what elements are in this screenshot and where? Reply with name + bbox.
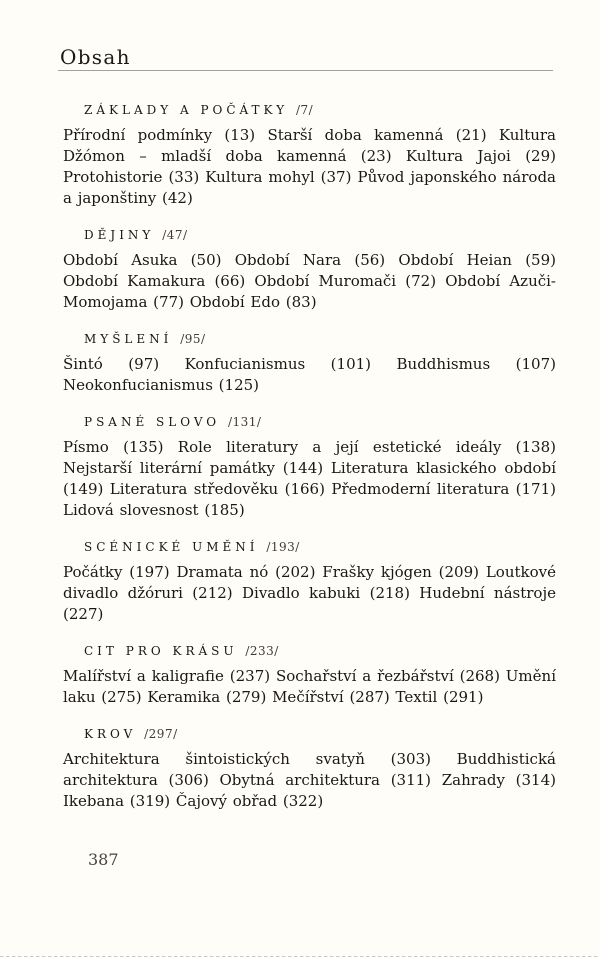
- section-entries: Malířství a kaligrafie (237) Sochařství a řezbářství (268) Umění laku (275) Keramika (279) Mečířství (287) Textil (291): [63, 667, 556, 706]
- section-title: KROV: [84, 727, 137, 741]
- table-of-contents: [63, 102, 556, 830]
- section-entries: Písmo (135) Role literatury a její estetické ideály (138) Nejstarší literární památky (144) Literatura klasického období (149) Literatura středověku (166) Předmoderní literatura (171) Lidová slovesnost (185): [63, 438, 556, 519]
- section-entries: Období Asuka (50) Období Nara (56) Období Heian (59) Období Kamakura (66) Období Muromači (72) Období Azuči-Momojama (77) Období Edo (83): [63, 251, 556, 311]
- section-page-ref: /47/: [162, 228, 188, 242]
- section-heading: [84, 102, 556, 119]
- section-title: SCÉNICKÉ UMĚNÍ: [84, 540, 259, 554]
- section-heading: [84, 227, 556, 244]
- section-title: MYŠLENÍ: [84, 332, 173, 346]
- section-entries: Počátky (197) Dramata nó (202) Frašky kjógen (209) Loutkové divadlo džóruri (212) Divadlo kabuki (218) Hudební nástroje (227): [63, 563, 556, 623]
- section-heading: [84, 414, 556, 431]
- section-entries: Šintó (97) Konfucianismus (101) Buddhismus (107) Neokonfucianismus (125): [63, 355, 556, 394]
- section-heading: [84, 643, 556, 660]
- section-page-ref: /233/: [245, 644, 279, 658]
- toc-section-zaklady-a-pocatky: [63, 102, 556, 209]
- section-entries: Přírodní podmínky (13) Starší doba kamenná (21) Kultura Džómon – mladší doba kamenná (23) Kultura Jajoi (29) Protohistorie (33) Kultura mohyl (37) Původ japonského národa a japonštiny (42): [63, 126, 556, 207]
- toc-section-cit-pro-krasu: [63, 643, 556, 708]
- section-title: CIT PRO KRÁSU: [84, 644, 238, 658]
- toc-section-dejiny: [63, 227, 556, 313]
- page-number: 387: [88, 850, 119, 869]
- toc-section-krov: [63, 726, 556, 812]
- toc-section-scenicke-umeni: [63, 539, 556, 625]
- section-heading: [84, 331, 556, 348]
- page-title: Obsah: [60, 45, 131, 69]
- section-page-ref: /7/: [295, 103, 314, 117]
- section-page-ref: /131/: [227, 415, 262, 429]
- header-divider: [58, 70, 553, 71]
- section-title: ZÁKLADY A POČÁTKY: [84, 103, 289, 117]
- section-page-ref: /193/: [266, 540, 300, 554]
- section-entries: Architektura šintoistických svatyň (303) Buddhistická architektura (306) Obytná architektura (311) Zahrady (314) Ikebana (319) Čajový obřad (322): [63, 750, 556, 810]
- section-heading: [84, 726, 556, 743]
- section-page-ref: /95/: [180, 332, 206, 346]
- toc-section-psane-slovo: [63, 414, 556, 521]
- section-page-ref: /297/: [144, 727, 178, 741]
- section-heading: [84, 539, 556, 556]
- section-title: DĚJINY: [84, 228, 155, 242]
- toc-section-mysleni: [63, 331, 556, 396]
- section-title: PSANÉ SLOVO: [84, 415, 221, 429]
